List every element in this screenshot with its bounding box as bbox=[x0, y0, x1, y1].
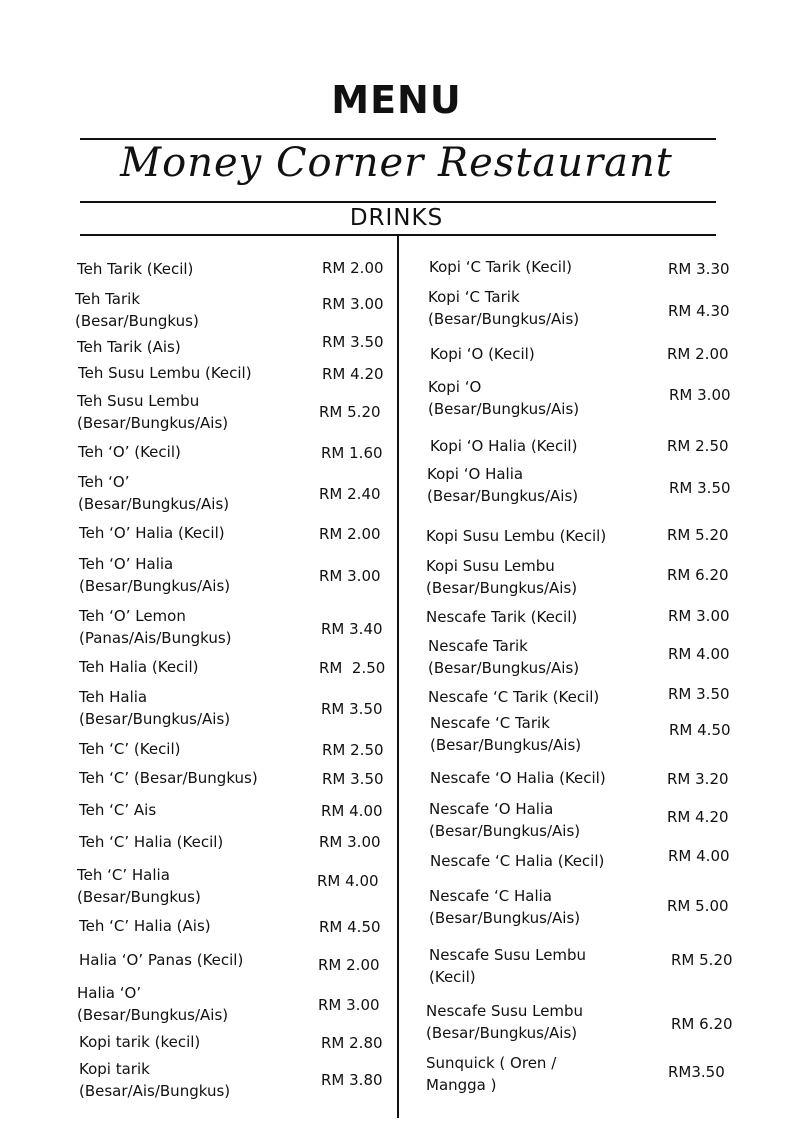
menu-item-name: Teh ‘C’ Halia (Ais) bbox=[79, 917, 211, 935]
menu-item-name: Kopi ‘C Tarik (Besar/Bungkus/Ais) bbox=[428, 288, 580, 328]
menu-item-price: RM 2.50 bbox=[322, 741, 384, 759]
menu-item-name: Nescafe ‘C Tarik (Kecil) bbox=[428, 688, 600, 706]
menu-item-name: Teh ‘C’ Ais bbox=[79, 801, 157, 819]
menu-item-name: Teh ‘O’ (Besar/Bungkus/Ais) bbox=[78, 473, 230, 513]
menu-item-price: RM 3.00 bbox=[319, 833, 381, 851]
menu-item-name: Teh Halia (Besar/Bungkus/Ais) bbox=[79, 688, 231, 728]
menu-item-name: Kopi tarik (Besar/Ais/Bungkus) bbox=[79, 1060, 231, 1100]
menu-item-name: Sunquick ( Oren / Mangga ) bbox=[426, 1054, 557, 1094]
menu-item-name: Nescafe Tarik (Besar/Bungkus/Ais) bbox=[428, 637, 580, 677]
menu-item-price: RM 6.20 bbox=[671, 1015, 733, 1033]
menu-item-price: RM 4.00 bbox=[321, 802, 383, 820]
menu-item-price: RM 3.30 bbox=[668, 260, 730, 278]
menu-item-name: Halia ‘O’ Panas (Kecil) bbox=[79, 951, 244, 969]
menu-item-name: Teh Tarik (Besar/Bungkus) bbox=[75, 290, 199, 330]
menu-item-price: RM 4.20 bbox=[322, 365, 384, 383]
menu-item-name: Teh Susu Lembu (Besar/Bungkus/Ais) bbox=[77, 392, 229, 432]
menu-item-name: Teh Susu Lembu (Kecil) bbox=[78, 364, 252, 382]
menu-item-price: RM 2.80 bbox=[321, 1034, 383, 1052]
menu-item-price: RM 4.30 bbox=[668, 302, 730, 320]
menu-item-name: Teh Halia (Kecil) bbox=[79, 658, 199, 676]
menu-item-name: Nescafe ‘C Tarik (Besar/Bungkus/Ais) bbox=[430, 714, 582, 754]
middle-divider bbox=[80, 201, 716, 203]
section-title: DRINKS bbox=[349, 205, 444, 231]
menu-item-price: RM 2.50 bbox=[319, 659, 386, 677]
menu-item-price: RM 1.60 bbox=[321, 444, 383, 462]
menu-item-price: RM 3.40 bbox=[321, 620, 383, 638]
menu-item-price: RM 4.00 bbox=[668, 847, 730, 865]
menu-item-price: RM 2.40 bbox=[319, 485, 381, 503]
menu-item-price: RM 5.20 bbox=[671, 951, 733, 969]
menu-item-price: RM 3.00 bbox=[322, 295, 384, 313]
menu-item-price: RM 3.00 bbox=[318, 996, 380, 1014]
menu-item-name: Nescafe ‘C Halia (Besar/Bungkus/Ais) bbox=[429, 887, 581, 927]
menu-item-name: Teh ‘O’ Halia (Kecil) bbox=[79, 524, 225, 542]
menu-item-name: Teh ‘C’ Halia (Besar/Bungkus) bbox=[77, 866, 201, 906]
menu-item-name: Halia ‘O’ (Besar/Bungkus/Ais) bbox=[77, 984, 229, 1024]
menu-item-name: Teh ‘O’ (Kecil) bbox=[78, 443, 181, 461]
menu-item-name: Nescafe ‘O Halia (Besar/Bungkus/Ais) bbox=[429, 800, 581, 840]
menu-item-price: RM 3.50 bbox=[669, 479, 731, 497]
menu-item-price: RM 3.50 bbox=[322, 770, 384, 788]
menu-item-price: RM 2.00 bbox=[318, 956, 380, 974]
menu-item-name: Teh ‘C’ Halia (Kecil) bbox=[79, 833, 224, 851]
menu-item-name: Kopi ‘O (Kecil) bbox=[430, 345, 535, 363]
menu-item-name: Nescafe Tarik (Kecil) bbox=[426, 608, 578, 626]
menu-item-price: RM 3.80 bbox=[321, 1071, 383, 1089]
menu-item-name: Teh ‘C’ (Besar/Bungkus) bbox=[79, 769, 258, 787]
restaurant-name: Money Corner Restaurant bbox=[120, 140, 673, 186]
menu-item-price: RM 3.50 bbox=[322, 333, 384, 351]
menu-item-price: RM 5.20 bbox=[667, 526, 729, 544]
menu-item-price: RM 4.50 bbox=[319, 918, 381, 936]
menu-item-name: Kopi Susu Lembu (Besar/Bungkus/Ais) bbox=[426, 557, 578, 597]
menu-item-name: Kopi Susu Lembu (Kecil) bbox=[426, 527, 607, 545]
menu-item-price: RM 3.00 bbox=[319, 567, 381, 585]
menu-item-price: RM 3.20 bbox=[667, 770, 729, 788]
menu-item-price: RM 2.00 bbox=[667, 345, 729, 363]
menu-item-price: RM 5.00 bbox=[667, 897, 729, 915]
menu-item-name: Nescafe ‘C Halia (Kecil) bbox=[430, 852, 605, 870]
menu-item-name: Teh ‘O’ Halia (Besar/Bungkus/Ais) bbox=[79, 555, 231, 595]
menu-item-name: Teh Tarik (Ais) bbox=[77, 338, 181, 356]
menu-item-price: RM 3.00 bbox=[668, 607, 730, 625]
menu-item-name: Teh ‘O’ Lemon (Panas/Ais/Bungkus) bbox=[79, 607, 232, 647]
menu-item-price: RM 2.50 bbox=[667, 437, 729, 455]
menu-item-price: RM 3.50 bbox=[668, 685, 730, 703]
menu-item-name: Kopi tarik (kecil) bbox=[79, 1033, 201, 1051]
menu-item-name: Kopi ‘O Halia (Kecil) bbox=[430, 437, 578, 455]
column-divider bbox=[397, 235, 399, 1118]
menu-item-name: Teh ‘C’ (Kecil) bbox=[79, 740, 181, 758]
menu-item-price: RM 5.20 bbox=[319, 403, 381, 421]
menu-item-price: RM3.50 bbox=[668, 1063, 725, 1081]
menu-item-name: Kopi ‘O (Besar/Bungkus/Ais) bbox=[428, 378, 580, 418]
menu-item-name: Nescafe Susu Lembu (Kecil) bbox=[429, 946, 587, 986]
menu-item-name: Kopi ‘O Halia (Besar/Bungkus/Ais) bbox=[427, 465, 579, 505]
menu-item-price: RM 4.20 bbox=[667, 808, 729, 826]
menu-item-price: RM 2.00 bbox=[319, 525, 381, 543]
menu-item-price: RM 2.00 bbox=[322, 259, 384, 277]
menu-item-name: Kopi ‘C Tarik (Kecil) bbox=[429, 258, 572, 276]
menu-item-price: RM 4.00 bbox=[668, 645, 730, 663]
menu-item-price: RM 3.00 bbox=[669, 386, 731, 404]
menu-item-price: RM 4.00 bbox=[317, 872, 379, 890]
menu-title: MENU bbox=[331, 78, 462, 122]
menu-item-name: Teh Tarik (Kecil) bbox=[77, 260, 194, 278]
menu-item-name: Nescafe ‘O Halia (Kecil) bbox=[430, 769, 606, 787]
menu-item-price: RM 3.50 bbox=[321, 700, 383, 718]
menu-item-price: RM 4.50 bbox=[669, 721, 731, 739]
menu-item-name: Nescafe Susu Lembu (Besar/Bungkus/Ais) bbox=[426, 1002, 584, 1042]
menu-item-price: RM 6.20 bbox=[667, 566, 729, 584]
